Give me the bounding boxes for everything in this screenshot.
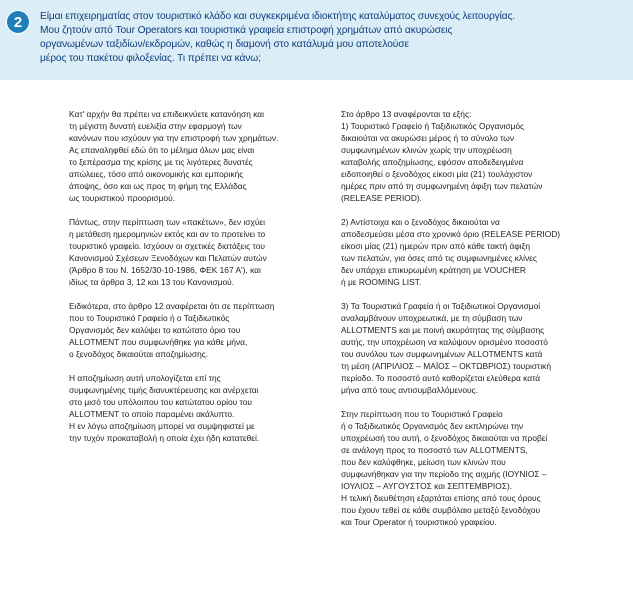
text-line: των πελατών, για όσες από τις συμφωνημένες κλίνες xyxy=(341,253,537,263)
question-line: μέρος του πακέτου φιλοξενίας. Τι πρέπει να κάνω; xyxy=(40,53,261,64)
text-line: στο μισό του υπόλοιπου του κατώτατου ορίου του xyxy=(69,397,252,407)
text-line: 1) Τουριστικό Γραφείο ή Ταξιδιωτικός Οργανισμός xyxy=(341,121,525,131)
text-line: ειδοποιηθεί ο ξενοδόχος είκοσι μία (21) τουλάχιστον xyxy=(341,169,533,179)
text-line: 3) Τα Τουριστικά Γραφεία ή οι Ταξιδιωτικοί Οργανισμοί xyxy=(341,301,541,311)
right-paragraph xyxy=(341,300,611,396)
text-line: περίοδο. Το ποσοστό αυτό καθορίζεται ελεύθερα κατά xyxy=(341,373,541,383)
text-line: τη μέγιστη δυνατή ευελιξία στην εφαρμογή των xyxy=(69,121,242,131)
badge-number: 2 xyxy=(7,11,29,33)
text-line: είκοσι μίας (21) ημερών πριν από κάθε τακτή άφιξη xyxy=(341,241,531,251)
right-paragraph xyxy=(341,216,611,288)
text-line: που έχουν τεθεί σε κάθε συμβόλαιο μεταξύ ξενοδόχου xyxy=(341,505,541,515)
text-line: 2) Αντίστοιχα και ο ξενοδόχος δικαιούται να xyxy=(341,217,500,227)
left-paragraph xyxy=(69,372,319,444)
text-line: Ειδικότερα, στο άρθρο 12 αναφέρεται ότι σε περίπτωση xyxy=(69,301,275,311)
text-line: συμφωνημένης τιμής διανυκτέρευσης και ανέρχεται xyxy=(69,385,259,395)
left-column xyxy=(69,108,319,456)
question-line: Είμαι επιχειρηματίας στον τουριστικό κλάδο και συγκεκριμένα ιδιοκτήτης καταλύματος συνεχούς λειτουργίας. xyxy=(40,11,516,22)
text-line: ή ο Ταξιδιωτικός Οργανισμός δεν εκπληρώνει την xyxy=(341,421,524,431)
text-line: καταβολής αποζημίωσης, εφόσον αποδεδειγμένα xyxy=(341,157,524,167)
text-line: το ξεπέρασμα της κρίσης με τις λιγότερες δυνατές xyxy=(69,157,253,167)
text-line: που δεν καλύφθηκε, μείωση των κλινών που xyxy=(341,457,506,467)
text-line: υποχρέωσή του αυτή, ο ξενοδόχος δικαιούται να προβεί xyxy=(341,433,548,443)
text-line: ΙΟΥΛΙΟΣ – ΑΥΓΟΥΣΤΟΣ και ΣΕΠΤΕΜΒΡΙΟΣ). xyxy=(341,481,513,491)
text-line: δεν υπάρχει επικυρωμένη κράτηση με VOUCHER xyxy=(341,265,526,275)
text-line: Στην περίπτωση που το Τουριστικό Γραφείο xyxy=(341,409,503,419)
question-line: Μου ζητούν από Tour Operators και τουριστικά γραφεία επιστροφή χρημάτων από ακυρώσεις xyxy=(40,25,453,36)
text-line: και Tour Operator ή τουριστικού γραφείου. xyxy=(341,517,497,527)
text-line: (RELEASE PERIOD). xyxy=(341,193,422,203)
text-line: Κανονισμού Σχέσεων Ξενοδόχων και Πελατών αυτών xyxy=(69,253,267,263)
text-line: Ας επαναληφθεί εδώ ότι το μέλημα όλων μας είναι xyxy=(69,145,255,155)
text-line: Στο άρθρο 13 αναφέρονται τα εξής: xyxy=(341,109,472,119)
text-line: την τυχόν προκαταβολή η οποία έχει ήδη κατατεθεί. xyxy=(69,433,260,443)
text-line: κανόνων που ισχύουν για την επιστροφή των χρημάτων. xyxy=(69,133,279,143)
text-line: μήνα από τους αντισυμβαλλόμενους. xyxy=(341,385,478,395)
text-line: του συνόλου των συμφωνημένων ALLOTMENTS κατά xyxy=(341,349,543,359)
left-paragraph xyxy=(69,216,319,288)
question-header xyxy=(0,0,633,80)
text-line: αναλαμβάνουν υποχρεωτικά, με τη σύμβαση των xyxy=(341,313,523,323)
text-line: ALLOTMENT το οποίο παραμένει ακάλυπτο. xyxy=(69,409,235,419)
text-line: ως τουριστικού προορισμού. xyxy=(69,193,175,203)
text-line: η μετάθεση ημερομηνιών εκτός και αν το προτείνει το xyxy=(69,229,266,239)
text-line: Η τελική διευθέτηση εξαρτάται επίσης από τους όρους xyxy=(341,493,541,503)
text-line: ALLOTMENTS και με ποινή ακυρότητας της σύμβασης xyxy=(341,325,545,335)
text-line: Οργανισμός δεν καλύψει το κατώτατο όριο του xyxy=(69,325,241,335)
text-line: σε ανάλογη προς το ποσοστό των ALLOTMENTS, xyxy=(341,445,528,455)
text-line: ή με ROOMING LIST. xyxy=(341,277,422,287)
text-line: ιδίως τα άρθρα 3, 12 και 13 του Κανονισμού. xyxy=(69,277,235,287)
text-line: (Άρθρο 8 του Ν. 1652/30-10-1986, ΦΕΚ 167 Α'), και xyxy=(69,265,261,275)
text-line: ο ξενοδόχος δικαιούται αποζημίωσης. xyxy=(69,349,209,359)
text-line: ALLOTMENT που συμφωνήθηκε για κάθε μήνα, xyxy=(69,337,248,347)
text-line: άποψης, όσο και ως προς τη φήμη της Ελλάδας xyxy=(69,181,247,191)
right-column xyxy=(341,108,611,540)
text-line: δικαιούται να ακυρώσει μέρος ή το σύνολο των xyxy=(341,133,515,143)
text-line: Πάντως, στην περίπτωση των «πακέτων», δεν ισχύει xyxy=(69,217,266,227)
text-line: ημέρες πριν από τη συμφωνημένη άφιξη των πελατών xyxy=(341,181,543,191)
text-line: που το Τουριστικό Γραφείο ή ο Ταξιδιωτικός xyxy=(69,313,230,323)
text-line: τη μέση (ΑΠΡΙΛΙΟΣ – ΜΑΪΟΣ – ΟΚΤΩΒΡΙΟΣ) τουριστική xyxy=(341,361,552,371)
text-line: Κατ' αρχήν θα πρέπει να επιδεικνύετε κατανόηση και xyxy=(69,109,264,119)
text-line: τουριστικό γραφείο. Ισχύουν οι σχετικές διατάξεις του xyxy=(69,241,265,251)
text-line: αυτής, την υποχρέωση να καλύψουν ορισμένο ποσοστό xyxy=(341,337,548,347)
text-line: απώλειες, τόσο από οικονομικής και εμπορικής xyxy=(69,169,244,179)
number-badge xyxy=(6,10,30,34)
right-paragraph xyxy=(341,408,611,528)
text-line: Η εν λόγω αποζημίωση μπορεί να συμψηφιστεί με xyxy=(69,421,255,431)
question-line: οργανωμένων ταξιδίων/εκδρομών, καθώς η διαμονή στο κατάλυμά μου αποτελούσε xyxy=(40,39,409,50)
left-paragraph xyxy=(69,108,319,204)
right-paragraph xyxy=(341,108,611,204)
text-line: αποδεσμεύσει μέσα στο χρονικό όριο (RELEASE PERIOD) xyxy=(341,229,561,239)
question-text xyxy=(40,10,625,66)
text-line: Η αποζημίωση αυτή υπολογίζεται επί της xyxy=(69,373,221,383)
text-line: συμφωνήθηκαν για την περίοδο της αιχμής (ΙΟΥΝΙΟΣ – xyxy=(341,469,547,479)
text-line: συμφωνημένων κλινών χωρίς την υποχρέωση xyxy=(341,145,512,155)
left-paragraph xyxy=(69,300,319,360)
